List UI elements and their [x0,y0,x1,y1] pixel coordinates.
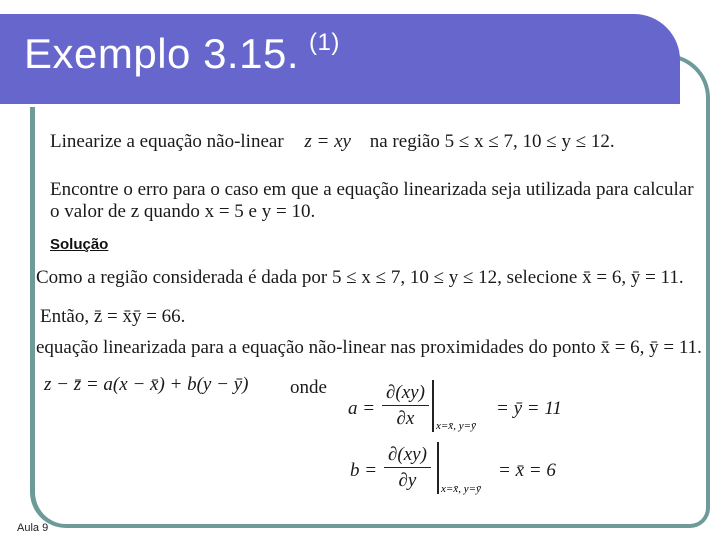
problem-line-1 [50,131,615,153]
problem-line-3: o valor de z quando x = 5 e y = 10. [50,201,316,222]
problem-equation: z = xy [304,131,351,152]
b-evaluation-point: x=x̄, y=ȳ [441,483,481,495]
slide-title-superscript: (1) [309,29,340,56]
b-result: = x̄ = 6 [498,460,556,481]
problem-line-2: Encontre o erro para o caso em que a equação linearizada seja utilizada para calcular [50,179,694,200]
b-lhs: b = [350,460,378,481]
onde-label: onde [290,377,327,398]
title-divider [0,104,680,107]
a-fraction [382,382,429,430]
b-evaluation-bar [437,442,439,494]
a-lhs: a = [348,398,376,419]
a-evaluation-point: x=x̄, y=ȳ [436,420,476,432]
problem-region: na região 5 ≤ x ≤ 7, 10 ≤ y ≤ 12. [369,131,615,152]
solution-line-1: Como a região considerada é dada por 5 ≤ x ≤ 7, 10 ≤ y ≤ 12, selecione x̄ = 6, ȳ = 11. [36,267,684,288]
problem-intro: Linearize a equação não-linear [50,131,284,152]
a-result: = ȳ = 11 [496,398,562,419]
b-fraction [384,444,431,492]
solution-heading: Solução [50,236,109,253]
a-evaluation-bar [432,380,434,432]
a-numerator: ∂(xy) [382,382,429,406]
footer-label: Aula 9 [17,522,49,534]
slide-title-text: Exemplo 3.15. [24,30,299,77]
b-numerator: ∂(xy) [384,444,431,468]
slide-title [24,30,340,78]
linearized-equation: z − z̄ = a(x − x̄) + b(y − ȳ) [44,374,249,395]
slide-frame [30,54,710,528]
solution-line-3: equação linearizada para a equação não-linear nas proximidades do ponto x̄ = 6, ȳ = 11. [36,337,702,358]
b-denominator: ∂y [398,470,417,491]
solution-line-2: Então, z̄ = x̄ȳ = 66. [40,306,186,327]
a-denominator: ∂x [396,408,415,429]
